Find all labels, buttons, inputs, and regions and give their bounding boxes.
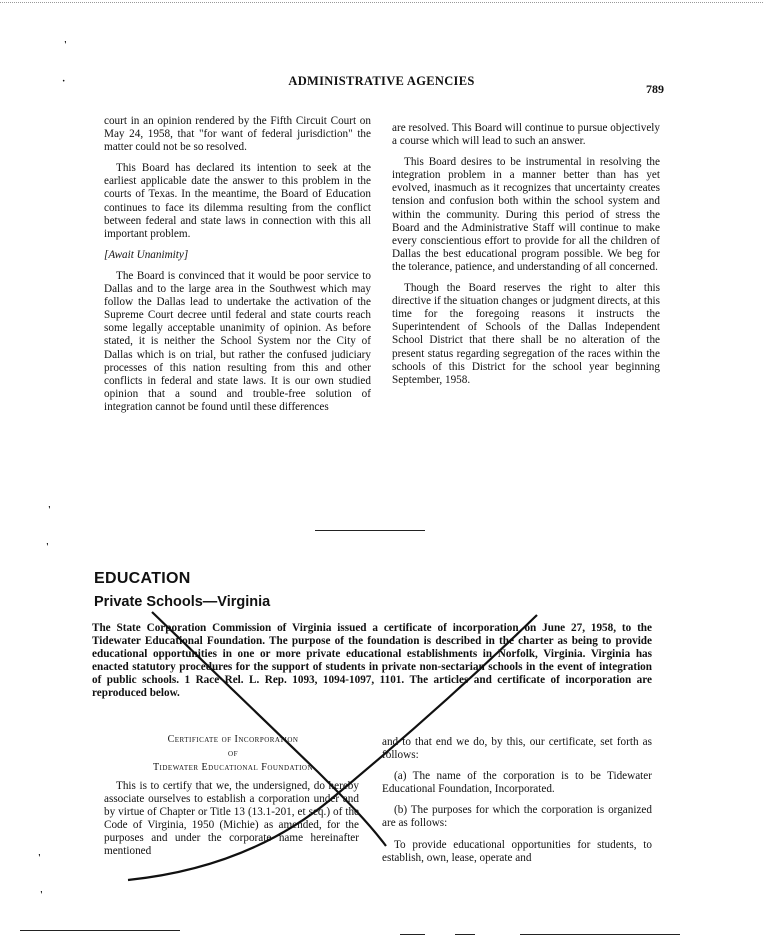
certificate-heading-line2: of [228, 748, 238, 759]
certificate-right-paragraph-1: and to that end we do, by this, our certificate, set forth as follows: [382, 736, 652, 762]
right-paragraph-2: This Board desires to be instrumental in resolving the integration problem in a manner better than has yet evolved, inasmuch as it recognizes that uncertainty creates tension and confusion both within the school system and within the community. During this period of stress the Board and the Administrative Staff will continue to make every conscientious effort to provide for all the children of Dallas the best educational program possible. We beg for the tolerance, patience, and understanding of all concerned. [392, 156, 660, 273]
scan-mark: ' [38, 853, 41, 864]
bottom-rule-mid2 [455, 934, 475, 935]
scan-mark: ' [48, 505, 51, 516]
scan-mark: · [62, 76, 66, 87]
cross-stroke-1 [152, 612, 386, 846]
headnote: The State Corporation Commission of Virginia issued a certificate of incorporation on June 27, 1958, to the Tidewater Educational Foundation. The purpose of the foundation is described in the charter as being to provide educational opportunities in one or more private educational establishments in Norfolk, Virginia. Virginia has enacted statutory procedures for the support of students in private non-sectarian schools in the event of integration of public schools. 1 Race Rel. L. Rep. 1093, 1094-1097, 1101. The articles and certificate of incorporation are reproduced below. [92, 622, 652, 699]
scan-mark: ' [40, 890, 43, 901]
certificate-heading-line1: Certificate of Incorporation [167, 734, 299, 745]
page-number: 789 [646, 82, 664, 96]
bottom-rule-right [520, 934, 680, 935]
right-paragraph-3: Though the Board reserves the right to alter this directive if the situation changes or judgment directs, at this time for the foregoing reasons it instructs the Superintendent of Schools of the Dallas Independent School District that there shall be no alteration of the present status regarding segregation of the races within the schools of this District for the school year beginning September, 1958. [392, 282, 660, 386]
bottom-rule-mid [400, 934, 425, 935]
running-head: ADMINISTRATIVE AGENCIES [288, 74, 475, 88]
cross-stroke-2 [128, 615, 537, 880]
certificate-right-paragraph-4: To provide educational opportunities for students, to establish, own, lease, operate and [382, 838, 652, 864]
left-paragraph-3: The Board is convinced that it would be poor service to Dallas and to the large area in the Southwest which may follow the Dallas lead to undertake the activation of the Supreme Court decree until federal and state courts reach some legally acceptable unanimity of opinion. As before stated, it is neither the School System nor the City of Dallas which is on trial, but rather the confused judiciary processes of this nation resulting from this and other conflicts in federal and state laws. It is our own studied opinion that a sound and trouble-free solution of integration cannot be found until these differences [104, 269, 371, 413]
certificate-left-paragraph: This is to certify that we, the undersigned, do hereby associate ourselves to establish a corporation under and by virtue of Chapter or Title 13 (13.1-201, et seq.) of the Code of Virginia, 1950 (Michie) as amended, for the purposes and under the corporate name hereinafter mentioned [104, 780, 359, 858]
left-subheading: [Await Unanimity] [104, 248, 189, 261]
section-title: EDUCATION [94, 570, 191, 587]
certificate-heading-line3: Tidewater Educational Foundation [152, 762, 314, 773]
scan-mark: ' [46, 542, 49, 553]
certificate-right-paragraph-2: (a) The name of the corporation is to be Tidewater Educational Foundation, Incorporated. [382, 770, 652, 796]
scan-mark: ' [64, 40, 67, 51]
right-paragraph-1: are resolved. This Board will continue to pursue objectively a course which will lead to such an answer. [392, 122, 660, 148]
certificate-right-paragraph-3: (b) The purposes for which the corporation is organized are as follows: [382, 804, 652, 830]
section-subtitle: Private Schools—Virginia [94, 594, 271, 610]
left-paragraph-2: This Board has declared its intention to seek at the earliest applicable date the answer to this problem in the courts of Texas. In the meantime, the Board of Education continues to face its dilemma resulting from the conflict between federal and state laws in connection with this all important problem. [104, 162, 371, 240]
left-paragraph-1: court in an opinion rendered by the Fifth Circuit Court on May 24, 1958, that "for want of federal jurisdiction" the matter could not be so resolved. [104, 115, 371, 154]
bottom-rule-left [20, 930, 180, 931]
